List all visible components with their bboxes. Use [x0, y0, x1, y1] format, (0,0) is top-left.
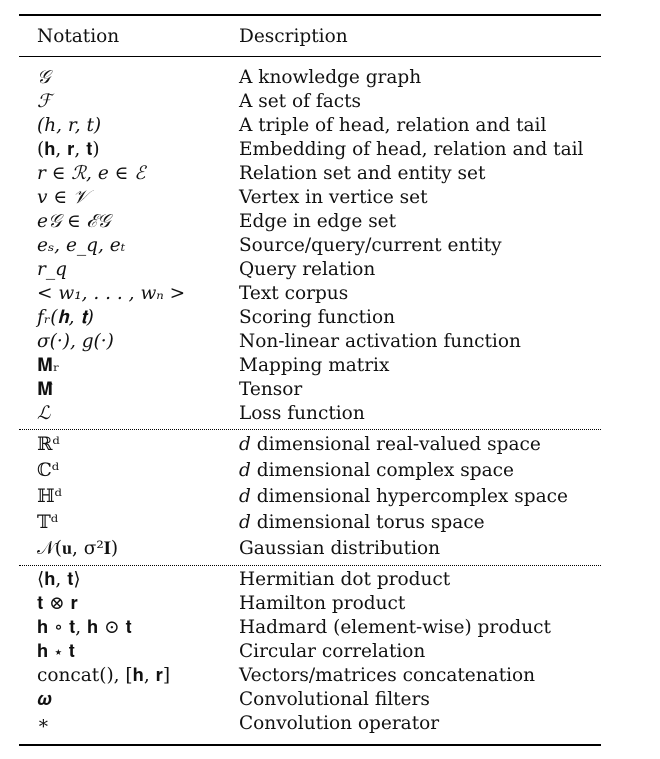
description-text: dimensional real-valued space — [250, 434, 541, 455]
description-cell: Source/query/current entity — [239, 235, 502, 256]
table-row — [19, 664, 601, 688]
description-cell: Mapping matrix — [239, 355, 390, 376]
table-row — [19, 306, 601, 330]
description-cell: Hamilton product — [239, 593, 406, 614]
description-cell: Text corpus — [239, 283, 349, 304]
description-cell: Vertex in vertice set — [239, 187, 428, 208]
notation-cell: ℝᵈ — [37, 434, 60, 455]
notation-cell: 𝐡 ∘ 𝐭, 𝐡 ⊙ 𝐭 — [37, 617, 132, 638]
table-row — [19, 640, 601, 664]
notation-cell: 𝝎 — [37, 689, 52, 710]
table-row — [19, 378, 601, 402]
bottom-rule — [19, 744, 601, 746]
notation-cell: eₛ, e_q, eₜ — [37, 235, 126, 256]
notation-cell: ℂᵈ — [37, 460, 60, 481]
description-cell: Circular correlation — [239, 641, 426, 662]
description-cell: Edge in edge set — [239, 211, 397, 232]
section-basic — [19, 57, 601, 429]
description-cell — [239, 484, 601, 510]
notation-cell: 𝐭 ⊗ 𝐫 — [37, 593, 78, 614]
notation-cell: 𝒢 — [37, 67, 51, 88]
description-var: d — [239, 512, 251, 533]
description-cell: A knowledge graph — [239, 67, 422, 88]
description-cell: Relation set and entity set — [239, 163, 486, 184]
notation-cell: v ∈ 𝒱 — [37, 187, 89, 208]
notation-cell: 𝐌̂ — [37, 379, 54, 400]
description-cell: Vectors/matrices concatenation — [239, 665, 536, 686]
table-row — [19, 138, 601, 162]
notation-cell: σ(·), g(·) — [37, 331, 114, 352]
table-row — [19, 568, 601, 592]
notation-cell: ℒ — [37, 403, 51, 424]
notation-cell: r_q — [37, 259, 67, 280]
table-row — [19, 688, 601, 712]
description-cell: Loss function — [239, 403, 365, 424]
description-cell — [239, 458, 601, 484]
notation-cell: (h, r, t) — [37, 115, 102, 136]
table-header — [19, 16, 601, 56]
table-row — [19, 210, 601, 234]
description-cell — [239, 510, 601, 536]
table-row — [19, 484, 601, 510]
notation-cell: ∗ — [37, 713, 50, 734]
description-cell — [239, 432, 601, 458]
notation-cell: r ∈ ℛ, e ∈ ℰ — [37, 163, 146, 184]
table-row — [19, 234, 601, 258]
description-cell: A triple of head, relation and tail — [239, 115, 547, 136]
table-row — [19, 90, 601, 114]
table-row — [19, 592, 601, 616]
table-row — [19, 510, 601, 536]
notation-cell: ℱ — [37, 91, 52, 112]
table-row — [19, 432, 601, 458]
description-cell: Non-linear activation function — [239, 331, 521, 352]
notation-cell: 𝕋ᵈ — [37, 512, 59, 533]
notation-cell: 𝒩(𝐮, σ²𝐈) — [37, 538, 119, 559]
table-row — [19, 712, 601, 736]
description-cell: Convolution operator — [239, 713, 440, 734]
description-cell: Hadmard (element-wise) product — [239, 617, 551, 638]
description-cell: Scoring function — [239, 307, 396, 328]
description-var: d — [239, 486, 251, 507]
table-row — [19, 258, 601, 282]
table-row — [19, 330, 601, 354]
description-text: dimensional hypercomplex space — [250, 486, 568, 507]
table-row — [19, 66, 601, 90]
description-cell: Embedding of head, relation and tail — [239, 139, 584, 160]
table-row — [19, 186, 601, 210]
notation-cell: ⟨𝐡, 𝐭⟩ — [37, 569, 81, 590]
table-row — [19, 162, 601, 186]
notation-cell: ℍᵈ — [37, 486, 62, 507]
table-row — [19, 616, 601, 640]
table-row — [19, 536, 601, 562]
header-description: Description — [239, 25, 348, 47]
notation-cell: fᵣ(𝐡, 𝐭) — [37, 307, 94, 328]
description-cell: Tensor — [239, 379, 303, 400]
description-text: dimensional torus space — [250, 512, 485, 533]
description-var: d — [239, 434, 251, 455]
description-cell — [239, 536, 601, 562]
description-text: Gaussian distribution — [239, 538, 441, 559]
notation-table — [19, 14, 601, 746]
section-operators — [19, 566, 601, 744]
notation-cell: 𝐌ᵣ — [37, 355, 60, 376]
table-row — [19, 402, 601, 426]
description-var: d — [239, 460, 251, 481]
notation-cell: (𝐡, 𝐫, 𝐭) — [37, 139, 100, 160]
table-row — [19, 354, 601, 378]
notation-cell: 𝐡 ⋆ 𝐭 — [37, 641, 75, 662]
notation-cell: < w₁, . . . , wₙ > — [37, 283, 186, 304]
description-cell: A set of facts — [239, 91, 362, 112]
notation-cell: e𝒢 ∈ ℰ𝒢 — [37, 211, 111, 232]
description-text: dimensional complex space — [250, 460, 514, 481]
section-spaces — [19, 430, 601, 565]
description-cell: Convolutional filters — [239, 689, 430, 710]
notation-cell: concat(), [𝐡, 𝐫] — [37, 665, 171, 686]
table-row — [19, 458, 601, 484]
header-notation: Notation — [37, 25, 120, 47]
table-row — [19, 114, 601, 138]
description-cell: Hermitian dot product — [239, 569, 451, 590]
table-row — [19, 282, 601, 306]
description-cell: Query relation — [239, 259, 376, 280]
